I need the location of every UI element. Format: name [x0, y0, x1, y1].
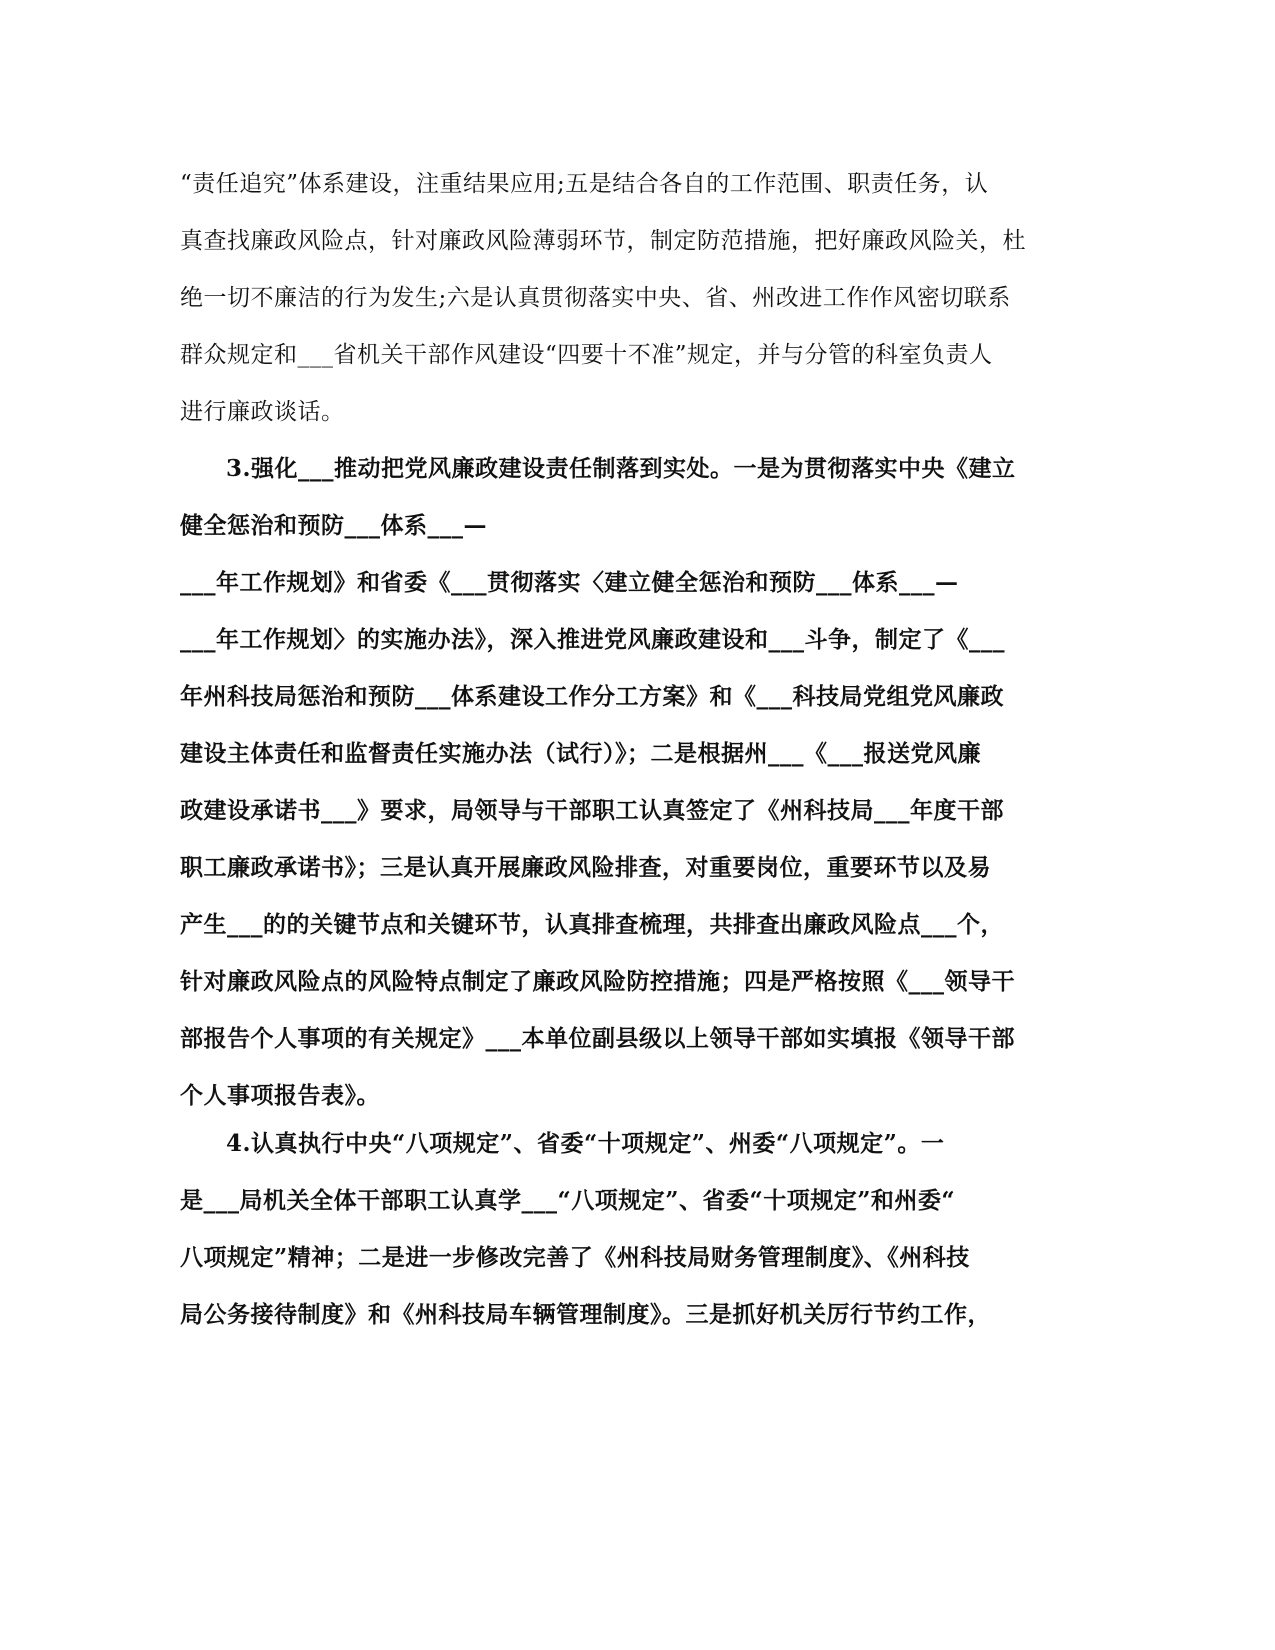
text-line: 针对廉政风险点的风险特点制定了廉政风险防控措施；四是严格按照《___领导干	[180, 968, 1015, 995]
text-line: 健全惩治和预防___体系___—	[180, 512, 487, 539]
paragraph-1	[180, 156, 1080, 441]
text-line: 局公务接待制度》和《州科技局车辆管理制度》。三是抓好机关厉行节约工作，	[180, 1301, 991, 1328]
text-line: 3.强化___推动把党风廉政建设责任制落到实处。一是为贯彻落实中央《建立	[226, 455, 1016, 482]
paragraph-2	[180, 440, 1080, 1124]
text-line: 个人事项报告表》。	[180, 1082, 380, 1109]
text-line: 是___局机关全体干部职工认真学___“八项规定”、省委“十项规定”和州委“	[180, 1187, 956, 1214]
text-line: “责任追究”体系建设，注重结果应用;五是结合各自的工作范围、职责任务，认	[180, 171, 989, 197]
text-line: 年州科技局惩治和预防___体系建设工作分工方案》和《___科技局党组党风廉政	[180, 683, 1004, 710]
text-line: 八项规定”精神；二是进一步修改完善了《州科技局财务管理制度》、《州科技	[180, 1244, 970, 1271]
text-line: 4.认真执行中央“八项规定”、省委“十项规定”、州委“八项规定”。一	[226, 1130, 945, 1157]
text-line: 政建设承诺书___》要求，局领导与干部职工认真签定了《州科技局___年度干部	[180, 797, 1004, 824]
text-line: 真查找廉政风险点，针对廉政风险薄弱环节，制定防范措施，把好廉政风险关，杜	[180, 228, 1026, 254]
text-line: 绝一切不廉洁的行为发生;六是认真贯彻落实中央、省、州改进工作作风密切联系	[180, 285, 1011, 311]
text-line: 产生___的的关键节点和关键环节，认真排查梳理，共排查出廉政风险点___个，	[180, 911, 1004, 938]
paragraph-3	[180, 1115, 1080, 1343]
text-line: ___年工作规划〉的实施办法》，深入推进党风廉政建设和___斗争，制定了《___	[180, 626, 1005, 653]
text-line: 进行廉政谈话。	[180, 399, 345, 425]
text-line: 部报告个人事项的有关规定》___本单位副县级以上领导干部如实填报《领导干部	[180, 1025, 1015, 1052]
text-line: 群众规定和___省机关干部作风建设“四要十不准”规定，并与分管的科室负责人	[180, 342, 993, 368]
text-line: ___年工作规划》和省委《___贯彻落实〈建立健全惩治和预防___体系___—	[180, 569, 959, 596]
text-line: 职工廉政承诺书》；三是认真开展廉政风险排查，对重要岗位，重要环节以及易	[180, 854, 991, 881]
text-line: 建设主体责任和监督责任实施办法（试行）》；二是根据州___《___报送党风廉	[180, 740, 981, 767]
